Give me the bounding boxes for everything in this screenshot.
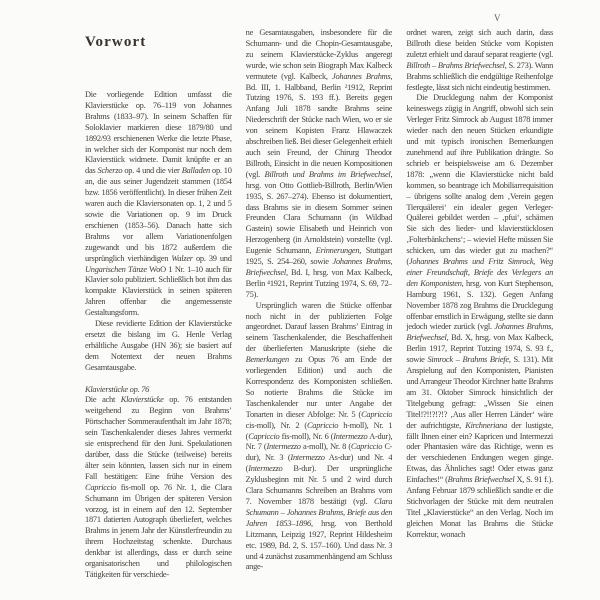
- text-run: Ursprünglich waren die Stücke offenbar noch nicht in der publizierten Folge angeordnet. Darauf lassen Brahms’ Eintrag in seinem Taschenkalender, die Beschaffenheit der überlieferten Manuskripte (siehe die: [245, 300, 393, 354]
- text-run: op. 10 an, die aus seiner Jugendzeit stammen (1854 bzw. 1856 veröffentlicht). In dieser frühen Zeit waren auch die Klaviersonaten op. 1, 2 und 5 sowie die Variationen op. 9 im Druck erschienen (1853–56). Danach hatte sich Brahms vor allem Variationenfolgen zugewandt und bis 1872 außerdem die ursprünglich vierhändigen: [85, 166, 232, 263]
- italic-text-run: Bemerkungen: [245, 355, 289, 365]
- text-run: der lustigste, fällt Ihnen einer ein? Kapricen und Intermezzi oder Phantasien wäre das Richtige, wenn es der verschiedenen Endungen wegen ginge. Etwas, das Ähnliches sagt! Oder etwas ganz Einfaches!“ (: [406, 420, 553, 485]
- italic-text-run: Billroth – Brahms Briefwechsel: [406, 60, 505, 70]
- paragraph: [246, 301, 393, 574]
- italic-text-run: Balladen: [181, 166, 210, 176]
- italic-text-run: Capriccio: [350, 442, 383, 452]
- page-number: V: [494, 13, 501, 23]
- text-run: ordnet waren, zeigt sich auch darin, dass Billroth diese beiden Stücke vom Kopisten zuletzt erhielt und darauf separat reagierte (vgl.: [406, 28, 553, 59]
- paragraph: [246, 28, 393, 301]
- text-run: Diese revidierte Edition der Klavierstücke ersetzt die bislang im G. Henle Verlag erhältliche Ausgabe (HN 36); sie basiert auf dem Notentext der neuen Brahms Gesamtausgabe.: [85, 319, 232, 372]
- text-run: , Stuttgart 1925, S. 254–260, sowie: [245, 246, 393, 267]
- text-run: WoO 1 Nr. 1–10 auch für Klavier solo publiziert. Schließlich bot ihm das kompakte Klavierstück in seinen späteren Jahren offenbar die angemessenste Gestaltungsform.: [85, 264, 232, 318]
- italic-text-run: Simrock – Brahms Briefe: [427, 355, 509, 365]
- paragraph: [406, 28, 553, 93]
- text-run: , hrsg. von Otto Gottlieb-Billroth, Berlin/Wien 1935, S. 267–274). Ebenso ist dokumentiert, dass Brahms sie in diesem Sommer seinen Freunden Clara Schumann (in Wildbad Gastein) sowie Elisabeth und Heinrich von Herzogenberg (in Arnoldstein) vorstellte (vgl. Eugenie Schumann,: [245, 169, 393, 256]
- paragraph: [85, 90, 232, 319]
- italic-text-run: Johannes Brahms: [332, 71, 391, 81]
- text-column-2: [246, 28, 393, 590]
- text-run: As-dur) und Nr. 4 (: [245, 453, 393, 474]
- italic-text-run: Capriccio: [306, 420, 339, 430]
- text-run: zu Opus 76 am Ende der vorliegenden Edition) und auch die Korrespondenz des Komponisten schließen. So notierte Brahms die Stücke im Taschenkalender nur unter Angabe der Tonarten in dieser Abfolge: Nr. 5 (: [245, 355, 393, 419]
- text-run: fis-moll), Nr. 6 (: [279, 431, 334, 441]
- italic-text-run: Klavierstücke op. 76: [85, 384, 150, 394]
- text-column-1: [85, 28, 232, 590]
- text-run: , Bd. III, 1. Halbband, Berlin ²1912, Reprint Tutzing 1976, S. 193 ff.). Bereits gegen Anfang Juli 1878 sandte Brahms seine Niederschrift der Stücke nach Wien, wo er sie von seinem Kopisten Franz Hlawaczek abschreiben ließ. Bei dieser Gelegenheit erhielt auch sein Freund, der Chirurg Theodor Billroth, Einsicht in die neuen Kompositionen (vgl.: [245, 71, 393, 179]
- paragraph: [85, 395, 232, 580]
- italic-text-run: Scherzo: [97, 166, 123, 176]
- preface-content: [85, 28, 553, 590]
- text-run: B-dur). Der ursprüngliche Zyklusbeginn mit Nr. 5 und 2 wird durch Clara Schumanns Schreiben an Brahms vom 7. November 1878 bestätigt (vgl.: [245, 464, 393, 506]
- page-title: [85, 34, 232, 50]
- text-run: , S. 273). Wann Brahms schließlich die endgültige Reihenfolge festlegte, lässt sich nicht eindeutig bestimmen.: [406, 60, 553, 92]
- italic-text-run: Intermezzo: [290, 453, 325, 463]
- paragraph: [85, 319, 232, 374]
- text-run: , hrsg. von Kurt Stephenson, Hamburg 1961, S. 132). Gegen Anfang November 1878 zog Brahms die Drucklegung offenbar ernstlich in Erwägung, stellte sie dann jedoch wieder zurück (vgl.: [406, 278, 553, 332]
- italic-text-run: Intermezzo: [248, 464, 283, 474]
- italic-text-run: Capriccio: [361, 409, 393, 419]
- text-run: X, S. 91 f.). Anfang Februar 1879 schließlich sandte er die Stichvorlagen der Stücke mit dem neutralen Titel „Klavierstücke“ an den Verlag. Noch im gleichen Monat las Brahms die Stücke Korrektur, wonach: [406, 475, 553, 539]
- italic-text-run: Intermezzo: [266, 442, 301, 452]
- text-run: , hrsg. von Berthold Litzmann, Leipzig 1927, Reprint Hildesheim etc. 1989, Bd. 2, S. 157–160). Und dass Nr. 3 und 4 zunächst zusammenhängend am Schluss ange-: [245, 518, 393, 572]
- italic-text-run: Billroth und Brahms im Briefwechsel: [264, 169, 391, 179]
- text-run: Die vorliegende Edition umfasst die Klavierstücke op. 76–119 von Johannes Brahms (1833–97). In seinem Schaffen für Soloklavier markieren diese 1879/80 und 1892/93 erschienenen Werke die letzte Phase, in welcher sich der Komponist nur noch dem Klavierstück widmete. Damit knüpfte er an das: [85, 90, 232, 176]
- text-run: Vorwort: [85, 34, 147, 50]
- italic-text-run: Erinnerungen: [315, 246, 360, 256]
- text-run: ne Gesamtausgaben, insbesondere für die Schumann- und die Chopin-Gesamtausgabe, zu seinem Klavierstücke-Zyklus angeregt wurde, wie schon sein Biograph Max Kalbeck vermutete (vgl. Kalbeck,: [245, 28, 393, 81]
- text-run: , S. 131). Mit Anspielung auf den Komponisten, Pianisten und Arrangeur Theodor Kirchner hatte Brahms am 31. Oktober Simrock hinsichtlich der Titelgebung gefragt: „Wissen Sie einen Titel!?!!?!?!? ‚Aus aller Herren Länder‘ wäre der aufrichtigste,: [406, 355, 553, 430]
- italic-text-run: Walzer: [171, 253, 193, 263]
- italic-text-run: Johannes Brahms, Briefwechsel: [245, 257, 393, 277]
- paragraph: [406, 93, 553, 540]
- text-run: Die Drucklegung nahm der Komponist keineswegs zügig in Angriff, obwohl sich sein Verleger Fritz Simrock ab August 1878 immer wieder nach den neuen Stücken erkundigte und mit typisch ironischen Bemerkungen zunehmend auf ihre Publikation drängte. So schrieb er beispielsweise am 6. Dezember 1878: „wenn die Klavierstücke nicht bald kommen, so beantrage ich Mobiliarrequisition – übrigens sollte analog dem ‚Verein gegen Tierquälerei‘ ein idealer gegen Verleger-Quälerei gebildet werden – ‚pfui‘, schämen Sie sich des lieder- und klavierstücklosen ‚Folterbänkchens‘; – wieviel Hefte müssen Sie schicken, um das wieder gut zu machen?“ (: [406, 93, 553, 267]
- italic-text-run: Brahms Briefwechsel: [447, 475, 515, 485]
- text-run: Die acht: [85, 395, 121, 405]
- text-run: C-dur), Nr. 3 (: [245, 442, 393, 463]
- italic-text-run: Johannes Brahms, Briefwechsel: [406, 322, 553, 343]
- italic-text-run: Ungarischen Tänze: [85, 264, 147, 274]
- section-heading: [85, 385, 232, 396]
- text-run: , Bd. I, hrsg. von Max Kalbeck, Berlin ⁴1921, Reprint Tutzing 1974, S. 69, 72–75).: [245, 267, 393, 299]
- text-run: cis-moll), Nr. 2 (: [245, 420, 307, 430]
- text-run: A-dur), Nr. 7 (: [245, 431, 393, 452]
- text-run: h-moll), Nr. 1 (: [245, 420, 393, 441]
- text-column-3: [406, 28, 553, 590]
- text-run: a-moll), Nr. 8 (: [300, 442, 351, 452]
- italic-text-run: Clara Schumann – Johannes Brahms, Briefe aus den Jahren 1853–1896: [245, 496, 393, 528]
- italic-text-run: Capriccio: [248, 431, 280, 441]
- text-run: fis-moll op. 76 Nr. 1, die Clara Schumann im Übrigen der späteren Version vorzog, ist in einem auf den 12. September 1871 datierten Autograph überliefert, welches Brahms in jenem Jahr der Künstlerfreundin zu ihrem Hochzeitstag schenkte. Durchaus denkbar ist allerdings, dass er durch seine organisatorischen und philologischen Tätigkeiten für verschiede-: [85, 482, 232, 579]
- text-run: op. 76 entstanden weitgehend zu Beginn von Brahms’ Pörtschacher Sommeraufenthalt im Jahr 1878; sein Taschenkalender dieses Jahres vermerkt sie entsprechend für den Juni. Spekulationen darüber, dass die Stücke (teilweise) bereits älter sein könnten, lassen sich nur in einem Fall bestätigen: Eine frühe Version des: [85, 395, 232, 481]
- italic-text-run: Kirchneriana: [465, 420, 508, 430]
- text-run: op. 39 und: [192, 253, 232, 263]
- italic-text-run: Johannes Brahms und Fritz Simrock, Weg einer Freundschaft, Briefe des Verlegers an den Komponisten: [406, 257, 553, 288]
- italic-text-run: Intermezzo: [333, 431, 368, 441]
- italic-text-run: Klavierstücke: [120, 395, 164, 405]
- text-run: op. 4 und die vier: [122, 166, 182, 176]
- text-run: , Bd. X, hrsg. von Max Kalbeck, Berlin 1917, Reprint Tutzing 1974, S. 93 f., sowie: [406, 333, 553, 365]
- italic-text-run: Capriccio: [85, 482, 117, 492]
